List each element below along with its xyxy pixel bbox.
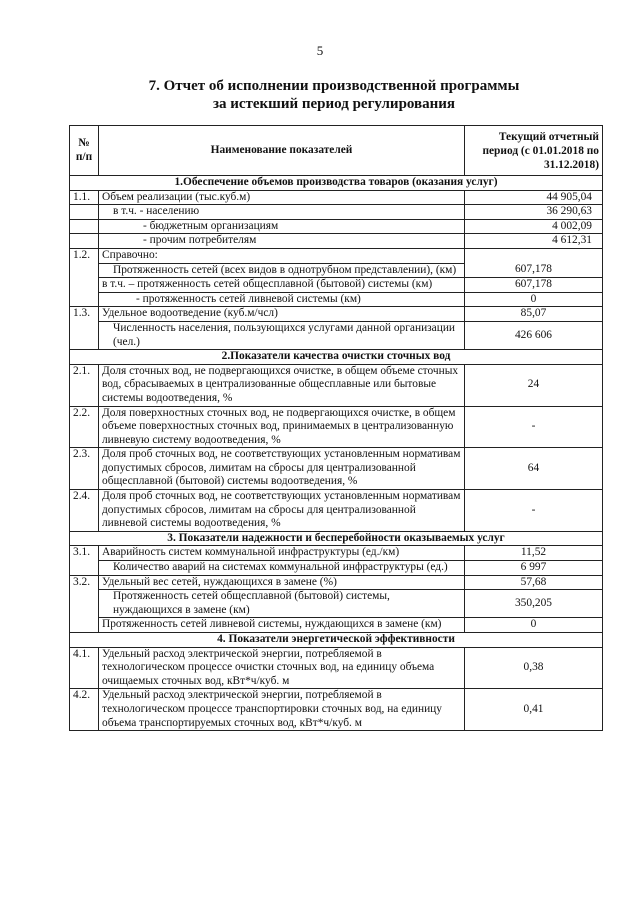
row-value: 44 905,04 — [465, 190, 603, 205]
row-num: 1.3. — [70, 307, 99, 350]
table-row — [70, 575, 603, 590]
row-num — [70, 234, 99, 249]
row-value: 0 — [465, 618, 603, 633]
row-value: 6 997 — [465, 561, 603, 576]
row-value: 57,68 — [465, 575, 603, 590]
row-name: Доля проб сточных вод, не соответствующих установленным нормативам допустимых сбросов, лимитам на сбросы для централизованной общесплавной (бытовой) системы водоотведения, % — [99, 448, 465, 490]
row-num: 2.2. — [70, 406, 99, 448]
row-name: Количество аварий на системах коммунальной инфраструктуры (ед.) — [99, 561, 465, 576]
header-num: № п/п — [70, 126, 99, 176]
row-name: Доля проб сточных вод, не соответствующих установленным нормативам допустимых сбросов, лимитам на сбросы для централизованной ливневой системы водоотведения, % — [99, 490, 465, 532]
row-num — [70, 219, 99, 234]
row-value: 607,178 — [465, 263, 603, 278]
row-num: 2.3. — [70, 448, 99, 490]
row-name: в т.ч. – протяженность сетей общесплавной (бытовой) системы (км) — [99, 278, 465, 293]
row-num: 2.1. — [70, 364, 99, 406]
section-row — [70, 633, 603, 648]
row-name: Удельное водоотведение (куб.м/чсл) — [99, 307, 465, 322]
table-row — [70, 546, 603, 561]
row-value: - — [465, 406, 603, 448]
header-name: Наименование показателей — [99, 126, 465, 176]
page-number: 5 — [316, 43, 324, 58]
row-num: 1.2. — [70, 248, 99, 306]
row-name: Справочно: — [99, 248, 465, 263]
section-row — [70, 176, 603, 191]
row-value: 0,38 — [465, 647, 603, 689]
table-row — [70, 689, 603, 731]
row-name: Протяженность сетей (всех видов в однотрубном представлении), (км) — [99, 263, 465, 278]
row-value: 11,52 — [465, 546, 603, 561]
report-table — [69, 125, 603, 731]
row-value: 64 — [465, 448, 603, 490]
row-value: 607,178 — [465, 278, 603, 293]
page-title — [0, 77, 640, 113]
row-num: 4.1. — [70, 647, 99, 689]
section-row — [70, 531, 603, 546]
row-value: 4 002,09 — [465, 219, 603, 234]
row-name: Протяженность сетей ливневой системы, нуждающихся в замене (км) — [99, 618, 465, 633]
row-name: Удельный расход электрической энергии, потребляемой в технологическом процессе очистки сточных вод, на единицу объема очищаемых сточных вод, кВт*ч/куб. м — [99, 647, 465, 689]
table-row — [70, 364, 603, 406]
row-name: Протяженность сетей общесплавной (бытовой) системы, нуждающихся в замене (км) — [99, 590, 465, 618]
table-row — [70, 263, 603, 278]
row-value: 24 — [465, 364, 603, 406]
row-name: Объем реализации (тыс.куб.м) — [99, 190, 465, 205]
row-value — [465, 248, 603, 263]
row-name: - протяженность сетей ливневой системы (км) — [99, 292, 465, 307]
table-row — [70, 618, 603, 633]
section-title: 3. Показатели надежности и бесперебойности оказываемых услуг — [70, 531, 603, 546]
row-num — [70, 205, 99, 220]
row-name: Аварийность систем коммунальной инфраструктуры (ед./км) — [99, 546, 465, 561]
row-name: в т.ч. - населению — [99, 205, 465, 220]
table-row — [70, 321, 603, 349]
row-value: 85,07 — [465, 307, 603, 322]
table-row — [70, 248, 603, 263]
title-line-2: за истекший период регулирования — [212, 96, 456, 112]
section-title: 1.Обеспечение объемов производства товаров (оказания услуг) — [70, 176, 603, 191]
row-name: - бюджетным организациям — [99, 219, 465, 234]
table-row — [70, 448, 603, 490]
row-value: 350,205 — [465, 590, 603, 618]
table-header — [70, 126, 603, 176]
row-name: - прочим потребителям — [99, 234, 465, 249]
row-value: 426 606 — [465, 321, 603, 349]
row-name: Удельный вес сетей, нуждающихся в замене (%) — [99, 575, 465, 590]
table-row — [70, 561, 603, 576]
table-row — [70, 234, 603, 249]
section-title: 4. Показатели энергетической эффективности — [70, 633, 603, 648]
row-value: 36 290,63 — [465, 205, 603, 220]
table-row — [70, 278, 603, 293]
row-name: Доля поверхностных сточных вод, не подвергающихся очистке, в общем объеме поверхностных сточных вод, принимаемых в централизованную ливневую систему водоотведения, % — [99, 406, 465, 448]
title-line-1: 7. Отчет об исполнении производственной программы — [148, 78, 520, 94]
row-value: 0,41 — [465, 689, 603, 731]
table-row — [70, 490, 603, 532]
table-row — [70, 590, 603, 618]
table-row — [70, 406, 603, 448]
section-title: 2.Показатели качества очистки сточных вод — [70, 350, 603, 365]
row-value: - — [465, 490, 603, 532]
table-row — [70, 219, 603, 234]
table-row — [70, 307, 603, 322]
row-name: Доля сточных вод, не подвергающихся очистке, в общем объеме сточных вод, сбрасываемых в централизованные общесплавные или бытовые системы водоотведения, % — [99, 364, 465, 406]
row-num: 4.2. — [70, 689, 99, 731]
row-name: Численность населения, пользующихся услугами данной организации (чел.) — [99, 321, 465, 349]
row-name: Удельный расход электрической энергии, потребляемой в технологическом процессе транспортировки сточных вод, на единицу объема транспортируемых сточных вод, кВт*ч/куб. м — [99, 689, 465, 731]
table-row — [70, 292, 603, 307]
section-row — [70, 350, 603, 365]
row-num: 2.4. — [70, 490, 99, 532]
row-value: 4 612,31 — [465, 234, 603, 249]
row-num: 3.2. — [70, 575, 99, 632]
table-row — [70, 190, 603, 205]
row-num: 3.1. — [70, 546, 99, 575]
row-value: 0 — [465, 292, 603, 307]
row-num: 1.1. — [70, 190, 99, 205]
table-row — [70, 647, 603, 689]
table-row — [70, 205, 603, 220]
header-value: Текущий отчетный период (с 01.01.2018 по 31.12.2018) — [465, 126, 603, 176]
